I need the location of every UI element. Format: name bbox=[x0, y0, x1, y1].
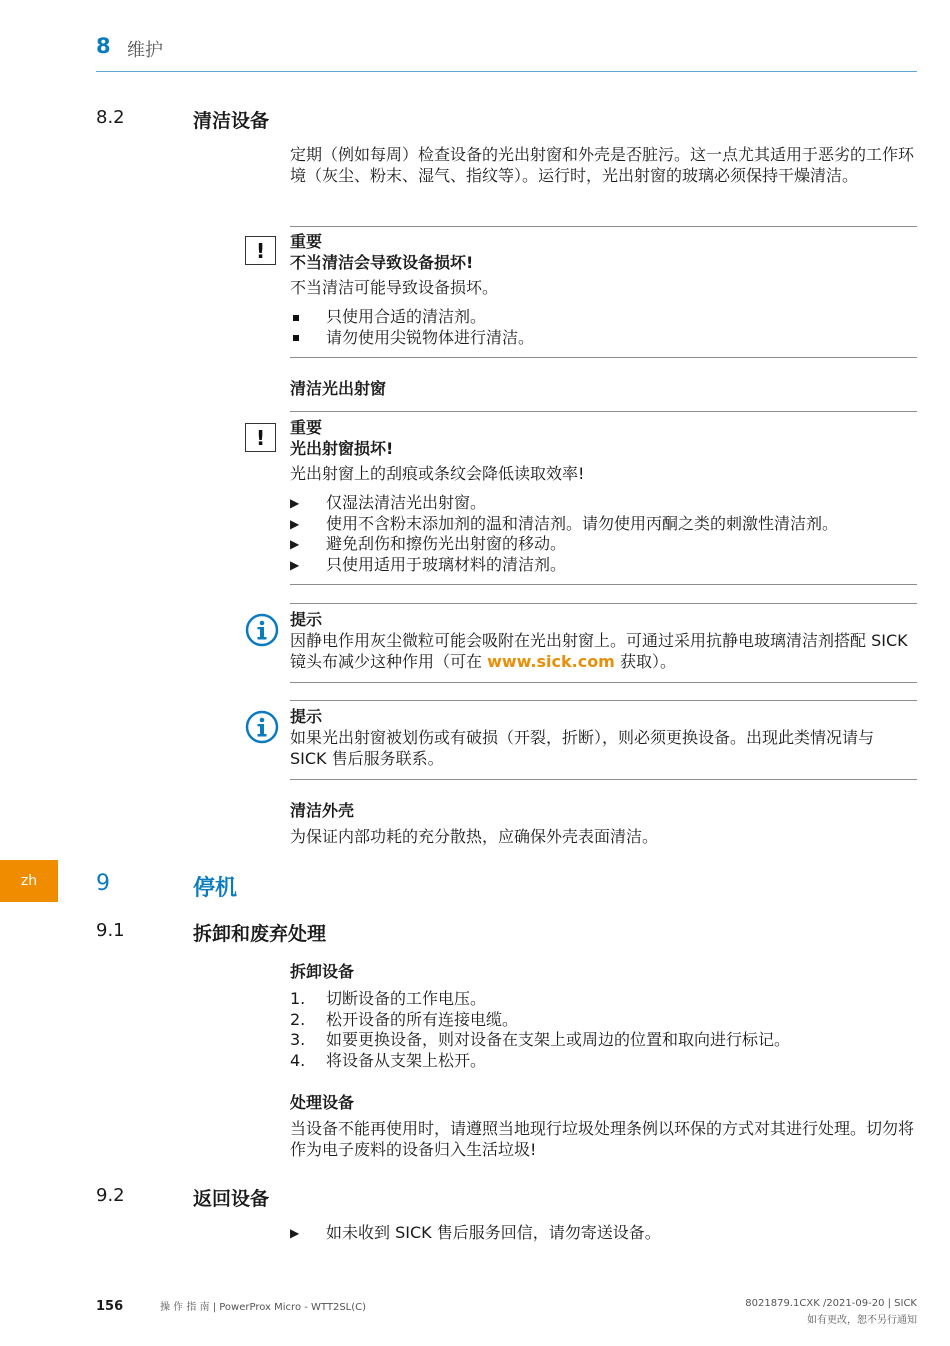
chapter-number: 8 bbox=[96, 34, 111, 58]
document-reference: 8021879.1CXK /2021-09-20 | SICK bbox=[745, 1298, 917, 1309]
notice-headline: 不当清洁会导致设备损坏! bbox=[290, 253, 474, 272]
language-tab: zh bbox=[0, 860, 58, 902]
list-item: ▶ 仅湿法清洁光出射窗。 bbox=[290, 493, 487, 512]
info-icon bbox=[245, 710, 279, 744]
section-title: 拆卸和废弃处理 bbox=[193, 923, 327, 945]
list-item: 4. 将设备从支架上松开。 bbox=[290, 1050, 487, 1070]
document-title: 操 作 指 南 | PowerProx Micro - WTT2SL(C) bbox=[160, 1302, 367, 1313]
arrow-bullet-icon: ▶ bbox=[290, 496, 300, 510]
chapter-number: 9 bbox=[96, 871, 110, 896]
subheading: 清洁光出射窗 bbox=[290, 379, 387, 398]
intro-paragraph: 定期（例如每周）检查设备的光出射窗和外壳是否脏污。这一点尤其适用于恶劣的工作环境（灰尘、粉末、湿气、指纹等）。运行时，光出射窗的玻璃必须保持干燥清洁。 bbox=[290, 145, 915, 185]
change-notice: 如有更改，恕不另行通知 bbox=[807, 1315, 917, 1326]
notice-text: 不当清洁可能导致设备损坏。 bbox=[290, 278, 499, 297]
divider bbox=[290, 700, 917, 701]
divider bbox=[290, 779, 917, 780]
square-bullet-icon bbox=[293, 315, 299, 321]
notice-list bbox=[290, 307, 917, 348]
section-number: 8.2 bbox=[96, 107, 125, 128]
action-list bbox=[290, 493, 917, 575]
list-item: ▶ 只使用适用于玻璃材料的清洁剂。 bbox=[290, 554, 567, 574]
divider bbox=[290, 226, 917, 227]
list-item: ▶ 如未收到 SICK 售后服务回信，请勿寄送设备。 bbox=[290, 1223, 661, 1242]
action-list bbox=[290, 1223, 917, 1244]
housing-paragraph: 为保证内部功耗的充分散热，应确保外壳表面清洁。 bbox=[290, 827, 659, 846]
tip-label: 提示 bbox=[290, 610, 323, 629]
tip-label: 提示 bbox=[290, 707, 323, 726]
page-number: 156 bbox=[96, 1299, 124, 1314]
list-item: 2. 松开设备的所有连接电缆。 bbox=[290, 1009, 519, 1029]
divider bbox=[290, 682, 917, 683]
list-item: 1. 切断设备的工作电压。 bbox=[290, 989, 487, 1008]
list-item: 3. 如要更换设备，则对设备在支架上或周边的位置和取向进行标记。 bbox=[290, 1030, 791, 1049]
list-item: 请勿使用尖锐物体进行清洁。 bbox=[290, 328, 917, 349]
exclamation-icon: ! bbox=[245, 236, 276, 265]
section-number: 9.1 bbox=[96, 920, 125, 941]
arrow-bullet-icon: ▶ bbox=[290, 516, 300, 531]
list-item: ▶ 使用不含粉末添加剂的温和清洁剂。请勿使用丙酮之类的刺激性清洁剂。 bbox=[290, 513, 839, 533]
info-icon bbox=[245, 613, 279, 647]
list-item: ▶ 避免刮伤和擦伤光出射窗的移动。 bbox=[290, 534, 567, 553]
section-title: 清洁设备 bbox=[193, 110, 270, 132]
exclamation-icon: ! bbox=[245, 423, 276, 452]
divider bbox=[290, 357, 917, 358]
square-bullet-icon bbox=[293, 335, 299, 341]
notice-text: 光出射窗上的刮痕或条纹会降低读取效率! bbox=[290, 464, 585, 483]
subheading: 拆卸设备 bbox=[290, 962, 355, 981]
arrow-bullet-icon: ▶ bbox=[290, 1226, 300, 1240]
header-divider bbox=[96, 71, 917, 72]
tip-text: 如果光出射窗被划伤或有破损（开裂，折断），则必须更换设备。出现此类情况请与 SICK 售后服务联系。 bbox=[290, 728, 875, 768]
tip-text: 因静电作用灰尘微粒可能会吸附在光出射窗上。可通过采用抗静电玻璃清洁剂搭配 SICK 镜头布减少这种作用（可在 www.sick.com 获取）。 bbox=[290, 631, 908, 671]
subheading: 清洁外壳 bbox=[290, 801, 355, 820]
chapter-title: 停机 bbox=[193, 876, 238, 901]
notice-label: 重要 bbox=[290, 232, 323, 251]
steps-list bbox=[290, 989, 917, 1071]
dispose-paragraph: 当设备不能再使用时，请遵照当地现行垃圾处理条例以环保的方式对其进行处理。切勿将作为电子废料的设备归入生活垃圾! bbox=[290, 1119, 915, 1159]
subheading: 处理设备 bbox=[290, 1093, 355, 1112]
chapter-title: 维护 bbox=[127, 40, 163, 61]
divider bbox=[290, 584, 917, 585]
arrow-bullet-icon: ▶ bbox=[290, 557, 300, 572]
sick-website-link[interactable]: www.sick.com bbox=[487, 651, 615, 671]
section-number: 9.2 bbox=[96, 1185, 125, 1206]
divider bbox=[290, 411, 917, 412]
divider bbox=[290, 603, 917, 604]
notice-headline: 光出射窗损坏! bbox=[290, 439, 394, 458]
notice-label: 重要 bbox=[290, 418, 323, 437]
list-item: 只使用合适的清洁剂。 bbox=[290, 307, 917, 328]
arrow-bullet-icon: ▶ bbox=[290, 537, 300, 551]
section-title: 返回设备 bbox=[193, 1188, 270, 1210]
